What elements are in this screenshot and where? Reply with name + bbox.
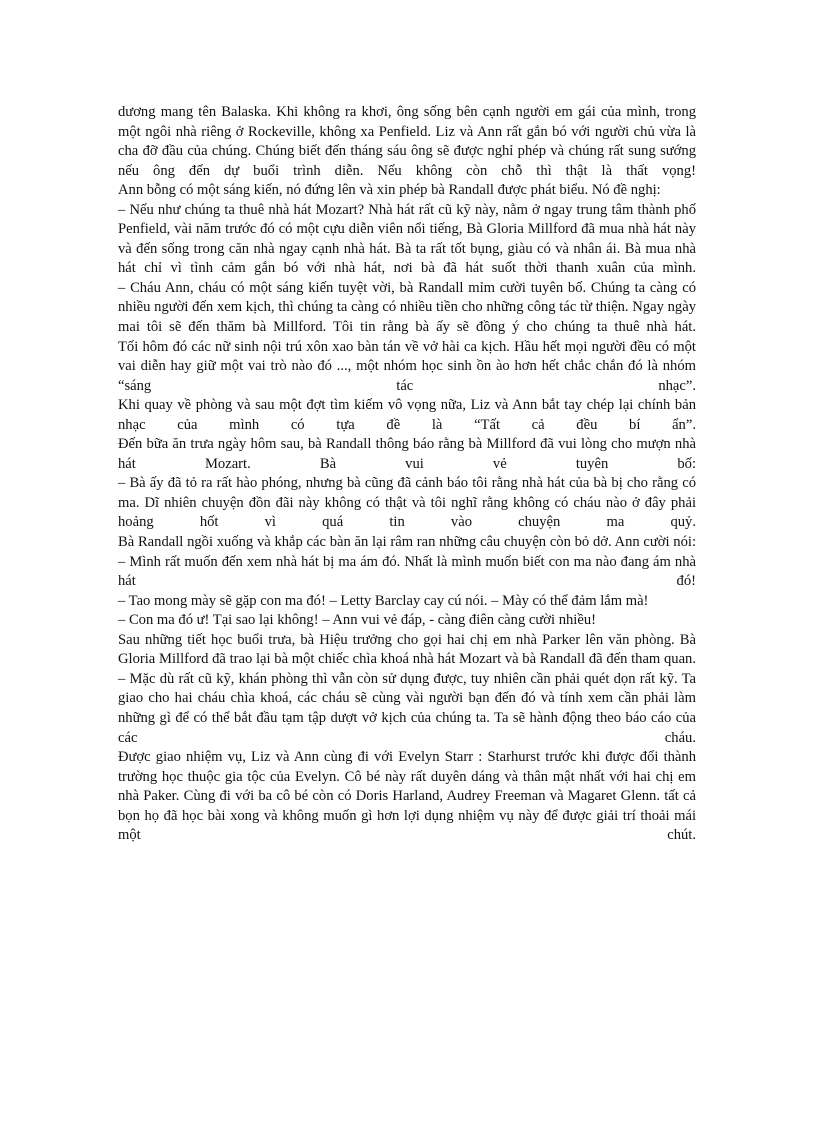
- paragraph-12: – Con ma đó ư! Tại sao lại không! – Ann vui vẻ đáp, - càng điên càng cười nhiều!: [118, 612, 596, 629]
- document-page: [118, 103, 696, 846]
- paragraph-8: – Bà ấy đã tỏ ra rất hào phóng, nhưng bà cũng đã cảnh báo tôi rằng nhà hát của bà bị cho rằng có ma. Dĩ nhiên chuyện đồn đãi này không có thật và tôi nghĩ rằng không có cháu nào ở đây phải hoảng hốt vì quá tin vào chuyện ma quỷ.: [118, 475, 696, 531]
- paragraph-6: Khi quay về phòng và sau một đợt tìm kiếm vô vọng nữa, Liz và Ann bắt tay chép lại chính bản nhạc của mình có tựa đề là “Tất cả đều bí ẩn”.: [118, 397, 696, 433]
- paragraph-1: dương mang tên Balaska. Khi không ra khơi, ông sống bên cạnh người em gái của mình, trong một ngôi nhà riêng ở Rockeville, không xa Penfield. Liz và Ann rất gắn bó với người chủ vừa là cha đỡ đầu của chúng. Chúng biết đến tháng sáu ông sẽ được nghỉ phép và chúng rất sung sướng nếu ông đến dự buổi trình diễn. Nếu không còn chỗ thì thật là thất vọng!: [118, 104, 696, 179]
- paragraph-13: Sau những tiết học buổi trưa, bà Hiệu trưởng cho gọi hai chị em nhà Parker lên văn phòng. Bà Gloria Millford đã trao lại bà một chiếc chìa khoá nhà hát Mozart và bà Randall đã đến tham quan.: [118, 631, 696, 668]
- paragraph-2: Ann bỗng có một sáng kiến, nó đứng lên và xin phép bà Randall được phát biểu. Nó đề nghị:: [118, 182, 661, 199]
- paragraph-10: – Mình rất muốn đến xem nhà hát bị ma ám đó. Nhất là mình muốn biết con ma nào đang ám nhà hát đó!: [118, 553, 696, 590]
- paragraph-5: Tối hôm đó các nữ sinh nội trú xôn xao bàn tán về vở hài ca kịch. Hầu hết mọi người đều có một vai diễn hay giữ một vai trò nào đó ..., một nhóm học sinh ồn ào hơn hết chắc chắn đó là nhóm “sáng tác nhạc”.: [118, 338, 696, 394]
- paragraph-7: Đến bữa ăn trưa ngày hôm sau, bà Randall thông báo rằng bà Millford đã vui lòng cho mượn nhà hát Mozart. Bà vui vẻ tuyên bố:: [118, 436, 696, 472]
- paragraph-3: – Nếu như chúng ta thuê nhà hát Mozart? Nhà hát rất cũ kỹ này, nằm ở ngay trung tâm thành phố Penfield, vài năm trước đó có một cựu diễn viên nổi tiếng, Bà Gloria Millford đã mua nhà hát này và đến sống trong căn nhà ngay cạnh nhà hát. Bà ta rất tốt bụng, giàu có và nhân ái. Bà mua nhà hát chỉ vì tình cảm gắn bó với nhà hát, nơi bà đã hát suốt thời thanh xuân của mình.: [118, 201, 696, 277]
- paragraph-11: – Tao mong mày sẽ gặp con ma đó! – Letty Barclay cay cú nói. – Mày có thể đảm lắm mà!: [118, 592, 649, 609]
- paragraph-15: Được giao nhiệm vụ, Liz và Ann cùng đi với Evelyn Starr : Starhurst trước khi được đổi thành trường học thuộc gia tộc của Evelyn. Cô bé này rất duyên dáng và thân mật nhất với hai chị em nhà Paker. Cùng đi với ba cô bé còn có Doris Harland, Audrey Freeman và Magaret Glenn. tất cả bọn họ đã học bài xong và không muốn gì hơn lợi dụng nhiệm vụ này để được giải trí thoải mái một chút.: [118, 749, 696, 844]
- paragraph-14: – Mặc dù rất cũ kỹ, khán phòng thì vẫn còn sử dụng được, tuy nhiên cần phải quét dọn rất kỹ. Ta giao cho hai cháu chìa khoá, các cháu sẽ cùng vài người bạn đến đó và tính xem cần phải làm những gì để có thể bắt đầu tạm tập dượt vở kịch của chúng ta. Ta sẽ hành động theo báo cáo của các cháu.: [118, 670, 696, 746]
- paragraph-9: Bà Randall ngồi xuống và khắp các bàn ăn lại râm ran những câu chuyện còn bỏ dở. Ann cười nói:: [118, 534, 696, 551]
- paragraph-4: – Cháu Ann, cháu có một sáng kiến tuyệt vời, bà Randall mỉm cười tuyên bố. Chúng ta càng có nhiều người đến xem kịch, thì chúng ta càng có nhiều tiền cho những công tác từ thiện. Ngay ngày mai tôi sẽ đến thăm bà Millford. Tôi tin rằng bà ấy sẽ đồng ý cho chúng ta thuê nhà hát.: [118, 279, 696, 336]
